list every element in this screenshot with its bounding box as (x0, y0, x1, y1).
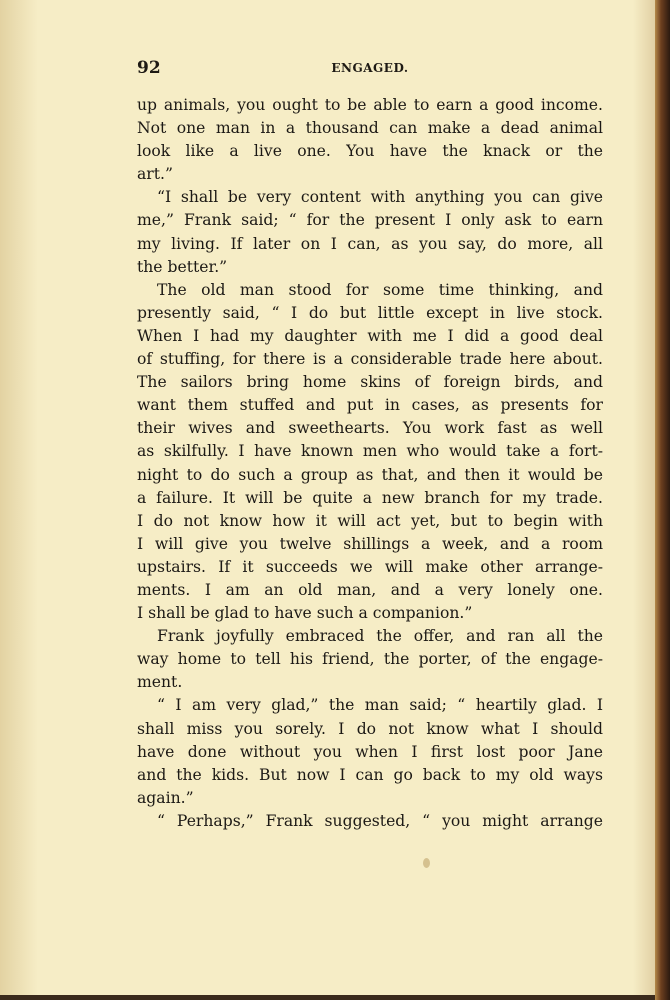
text-line: presently said, “ I do but little except in live stock. (137, 303, 603, 322)
body-text (137, 94, 603, 833)
text-line: want them stuffed and put in cases, as presents for (137, 396, 603, 415)
text-line: the better.” (137, 257, 228, 276)
text-line: again.” (137, 788, 194, 807)
text-line: I shall be glad to have such a companion.” (137, 604, 473, 623)
text-line: of stuffing, for there is a considerable trade here about. (137, 350, 603, 369)
text-line: a failure. It will be quite a new branch for my trade. (137, 488, 603, 507)
text-line: my living. If later on I can, as you say, do more, all (137, 234, 603, 253)
text-line: The sailors bring home skins of foreign birds, and (137, 373, 603, 392)
text-line: Not one man in a thousand can make a dead animal (137, 119, 603, 138)
text-line: ments. I am an old man, and a very lonely one. (137, 580, 603, 599)
text-line: art.” (137, 165, 173, 184)
text-line: their wives and sweethearts. You work fast as well (137, 419, 603, 438)
text-line: “I shall be very content with anything you can give (157, 188, 603, 207)
text-line: Frank joyfully embraced the offer, and ran all the (157, 627, 603, 646)
running-head: ENGAGED. (331, 61, 409, 75)
text-line: ment. (137, 673, 183, 692)
text-line: look like a live one. You have the knack or the (137, 142, 603, 161)
text-line: have done without you when I first lost poor Jane (137, 742, 603, 761)
text-line: and the kids. But now I can go back to my old ways (137, 765, 603, 784)
text-line: shall miss you sorely. I do not know what I should (137, 719, 603, 738)
book-spine-edge (655, 0, 670, 1000)
text-line: upstairs. If it succeeds we will make other arrange- (137, 557, 603, 576)
text-line: up animals, you ought to be able to earn a good income. (137, 96, 603, 114)
text-line: I will give you twelve shillings a week, and a room (137, 534, 603, 553)
text-line: The old man stood for some time thinking, and (157, 280, 603, 299)
page-header (137, 58, 603, 80)
page-number: 92 (137, 58, 161, 78)
text-line: “ Perhaps,” Frank suggested, “ you might arrange (157, 811, 603, 830)
text-line: me,” Frank said; “ for the present I only ask to earn (137, 211, 603, 230)
ink-smudge (423, 858, 430, 868)
text-line: When I had my daughter with me I did a good deal (137, 326, 603, 345)
text-line: way home to tell his friend, the porter, of the engage- (137, 650, 603, 669)
text-line: I do not know how it will act yet, but to begin with (137, 511, 603, 530)
text-line: as skilfully. I have known men who would take a fort- (137, 442, 603, 461)
text-line: “ I am very glad,” the man said; “ heartily glad. I (157, 696, 603, 715)
text-line: night to do such a group as that, and then it would be (137, 465, 603, 484)
